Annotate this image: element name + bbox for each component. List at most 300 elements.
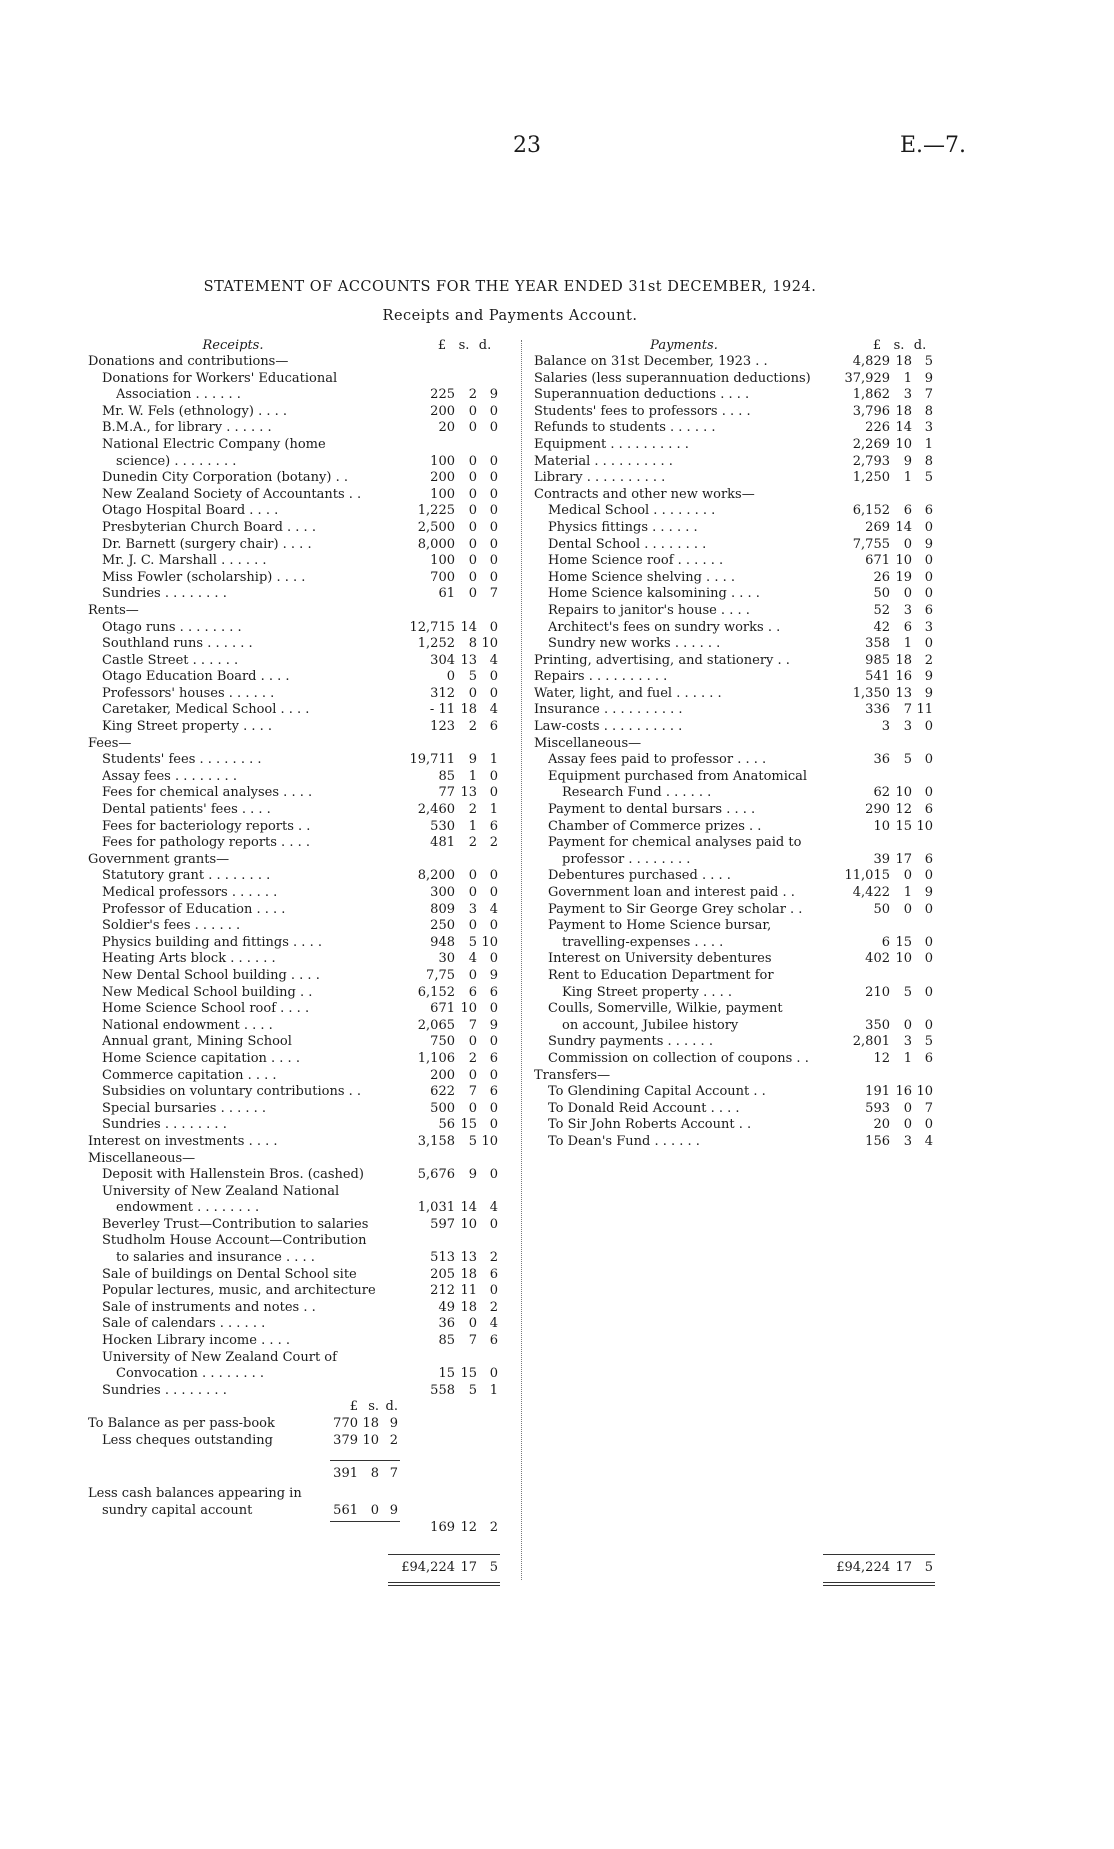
spacer-row — [88, 1449, 508, 1466]
amount-pounds: £94,224 — [836, 1560, 890, 1575]
receipts-row — [88, 1084, 508, 1101]
amount-pence: 0 — [489, 619, 498, 635]
amount-pounds: 1,250 — [852, 470, 890, 486]
receipts-row — [88, 1366, 508, 1383]
subtotal-rule — [330, 1460, 400, 1461]
amount-pence: 0 — [489, 503, 498, 519]
row-label: To Glendining Capital Account . . — [548, 1084, 766, 1100]
receipts-row — [88, 835, 508, 852]
receipts-row — [88, 719, 508, 736]
row-label: Chamber of Commerce prizes . . — [548, 818, 762, 834]
amount-pence: 6 — [924, 802, 933, 818]
amount-pence: 0 — [924, 951, 933, 967]
payments-row — [534, 835, 964, 852]
amount-shillings: 15 — [460, 1117, 477, 1133]
amount-shillings: 14 — [895, 420, 912, 436]
receipts-row — [88, 586, 508, 603]
row-label: Assay fees paid to professor . . . . — [548, 752, 767, 768]
amount-pence: 2 — [924, 652, 933, 668]
amount-shillings: 0 — [468, 918, 477, 934]
row-label: Dunedin City Corporation (botany) . . — [102, 470, 348, 486]
payments-row — [534, 470, 964, 487]
amount-pounds: 61 — [438, 586, 455, 602]
payments-table — [534, 338, 964, 1575]
receipts-row — [88, 1200, 508, 1217]
amount-pounds: 210 — [865, 984, 890, 1000]
amount-pence: 0 — [924, 719, 933, 735]
row-label: Sundry payments . . . . . . — [548, 1034, 713, 1050]
payments-row — [534, 404, 964, 421]
receipts-row — [88, 1233, 508, 1250]
payments-unit-shillings-sign: s. — [893, 338, 905, 353]
amount-shillings: 13 — [460, 785, 477, 801]
amount-pounds: 2,500 — [417, 519, 455, 535]
amount-shillings: 0 — [903, 586, 912, 602]
amount-pounds: 597 — [430, 1216, 455, 1232]
row-label: National endowment . . . . — [102, 1017, 273, 1033]
receipts-caption: Receipts. — [202, 338, 264, 353]
receipts-total-double-rule — [388, 1582, 500, 1586]
amount-pence: 10 — [916, 1084, 933, 1100]
amount-pounds: 10 — [873, 818, 890, 834]
amount-shillings: 0 — [903, 1117, 912, 1133]
amount-pence: 6 — [924, 602, 933, 618]
less-cash-row-2 — [88, 1503, 508, 1520]
row-label: Sale of calendars . . . . . . — [102, 1316, 266, 1332]
amount-shillings: 16 — [895, 669, 912, 685]
amount-pence: 3 — [924, 619, 933, 635]
amount-shillings: 18 — [895, 652, 912, 668]
amount-pence: 0 — [924, 752, 933, 768]
payments-row — [534, 487, 964, 504]
row-label: Students' fees to professors . . . . — [534, 403, 751, 419]
amount-pence: 6 — [489, 719, 498, 735]
payments-row — [534, 620, 964, 637]
amount-pence: 0 — [924, 1117, 933, 1133]
receipts-row — [88, 785, 508, 802]
row-label: Home Science capitation . . . . — [102, 1050, 300, 1066]
payments-header — [534, 338, 964, 354]
amount-pounds: 481 — [430, 835, 455, 851]
row-label: Superannuation deductions . . . . — [534, 387, 750, 403]
amount-pence: 11 — [916, 702, 933, 718]
row-label: Presbyterian Church Board . . . . — [102, 519, 316, 535]
amount-pounds: 350 — [865, 1017, 890, 1033]
receipts-row — [88, 1018, 508, 1035]
row-label: Water, light, and fuel . . . . . . — [534, 685, 722, 701]
amount-pounds: 7,755 — [852, 536, 890, 552]
amount-pounds: 6 — [881, 934, 890, 950]
amount-shillings: 5 — [903, 752, 912, 768]
row-label: Southland runs . . . . . . — [102, 636, 253, 652]
amount-pounds: 336 — [865, 702, 890, 718]
amount-pence: 7 — [924, 1100, 933, 1116]
payments-row — [534, 420, 964, 437]
row-label: Assay fees . . . . . . . . — [102, 768, 237, 784]
amount-pence: 0 — [489, 951, 498, 967]
amount-pounds: 6,152 — [852, 503, 890, 519]
row-label: Home Science School roof . . . . — [102, 1001, 310, 1017]
receipts-row — [88, 437, 508, 454]
amount-shillings: 7 — [468, 1333, 477, 1349]
row-label: Interest on investments . . . . — [88, 1133, 278, 1149]
amount-pence: 7 — [489, 586, 498, 602]
amount-shillings: 2 — [468, 719, 477, 735]
receipts-row — [88, 1267, 508, 1284]
amount-shillings: 2 — [468, 802, 477, 818]
amount-shillings: 13 — [460, 652, 477, 668]
amount-shillings: 3 — [903, 719, 912, 735]
amount-pence: 0 — [489, 1067, 498, 1083]
amount-shillings: 14 — [460, 1200, 477, 1216]
amount-pence: 0 — [489, 1034, 498, 1050]
amount-pence: 4 — [489, 1316, 498, 1332]
amount-shillings: 2 — [468, 835, 477, 851]
amount-pounds: 200 — [430, 403, 455, 419]
amount-pence: 6 — [489, 818, 498, 834]
row-label: To Balance as per pass-book — [88, 1416, 275, 1431]
row-label: Home Science kalsomining . . . . — [548, 586, 760, 602]
amount-shillings: 8 — [370, 1465, 379, 1481]
payments-row — [534, 653, 964, 670]
amount-pounds: 2,801 — [852, 1034, 890, 1050]
amount-shillings: 0 — [370, 1502, 379, 1518]
amount-pounds: 191 — [865, 1084, 890, 1100]
row-label: Miss Fowler (scholarship) . . . . — [102, 569, 306, 585]
amount-pence: 5 — [924, 1034, 933, 1050]
amount-shillings: 17 — [895, 1560, 912, 1575]
amount-pence: 2 — [489, 1299, 498, 1315]
amount-shillings: 3 — [903, 1133, 912, 1149]
row-label: Sundry new works . . . . . . — [548, 636, 721, 652]
less-cash-row — [88, 1486, 508, 1503]
payments-row — [534, 1034, 964, 1051]
amount-pounds: 62 — [873, 785, 890, 801]
payments-row — [534, 387, 964, 404]
amount-shillings: 15 — [895, 934, 912, 950]
amount-shillings: 3 — [468, 901, 477, 917]
row-label: Interest on University debentures — [548, 951, 772, 967]
receipts-row — [88, 1068, 508, 1085]
payments-total-top-rule — [823, 1554, 935, 1555]
amount-pence: 0 — [489, 553, 498, 569]
amount-pence: 4 — [489, 901, 498, 917]
amount-pounds: 26 — [873, 569, 890, 585]
receipts-row — [88, 503, 508, 520]
row-label: Equipment purchased from Anatomical — [548, 768, 808, 784]
amount-pence: 2 — [389, 1432, 398, 1448]
amount-pence: 0 — [924, 785, 933, 801]
amount-shillings: 10 — [895, 436, 912, 452]
amount-pence: 0 — [489, 1001, 498, 1017]
amount-pounds: 290 — [865, 802, 890, 818]
receipts-row — [88, 802, 508, 819]
row-label: University of New Zealand National — [102, 1183, 340, 1199]
amount-shillings: 12 — [460, 1519, 477, 1535]
amount-pounds: 1,350 — [852, 685, 890, 701]
amount-pence: 0 — [489, 536, 498, 552]
receipts-row — [88, 1117, 508, 1134]
amount-pence: 0 — [489, 519, 498, 535]
amount-pence: 0 — [924, 569, 933, 585]
payments-row — [534, 437, 964, 454]
amount-pounds: 269 — [865, 519, 890, 535]
amount-pounds: 500 — [430, 1100, 455, 1116]
amount-pounds: 8,000 — [417, 536, 455, 552]
amount-pounds: 200 — [430, 1067, 455, 1083]
balance-unit-pound-sign: £ — [349, 1399, 358, 1415]
amount-pence: 4 — [924, 1133, 933, 1149]
subtotal-row — [88, 1466, 508, 1483]
row-label: Students' fees . . . . . . . . — [102, 752, 262, 768]
row-label: Dental School . . . . . . . . — [548, 536, 707, 552]
payments-row — [534, 985, 964, 1002]
amount-shillings: 7 — [903, 702, 912, 718]
amount-pounds: 4,422 — [852, 885, 890, 900]
receipts-row — [88, 454, 508, 471]
amount-pence: 2 — [489, 1519, 498, 1535]
payments-row — [534, 354, 964, 371]
amount-shillings: 7 — [468, 1084, 477, 1100]
row-label: science) . . . . . . . . — [116, 453, 237, 469]
amount-shillings: 9 — [468, 1167, 477, 1183]
amount-shillings: 16 — [895, 1084, 912, 1100]
row-label: Sundries . . . . . . . . — [102, 1382, 227, 1398]
amount-pence: 0 — [489, 420, 498, 436]
receipts-row — [88, 620, 508, 637]
payments-total-double-rule — [823, 1582, 935, 1586]
amount-pence: 9 — [924, 685, 933, 701]
amount-shillings: 0 — [468, 503, 477, 519]
receipts-row — [88, 736, 508, 753]
amount-shillings: 13 — [460, 1250, 477, 1266]
receipts-row — [88, 387, 508, 404]
row-label: Repairs to janitor's house . . . . — [548, 602, 750, 618]
amount-pounds: 304 — [430, 652, 455, 668]
amount-pence: 9 — [389, 1416, 398, 1431]
receipts-row — [88, 470, 508, 487]
amount-pence: 0 — [489, 918, 498, 934]
amount-pence: 9 — [924, 885, 933, 900]
row-label: Otago Education Board . . . . — [102, 669, 290, 685]
amount-pence: 4 — [489, 702, 498, 718]
receipts-row — [88, 985, 508, 1002]
amount-shillings: 0 — [903, 868, 912, 884]
amount-pounds: 561 — [333, 1502, 358, 1518]
amount-pence: 9 — [489, 967, 498, 983]
row-label: Government loan and interest paid . . — [548, 885, 795, 900]
amount-shillings: 0 — [903, 1017, 912, 1033]
row-label: Dental patients' fees . . . . — [102, 802, 271, 818]
payments-row — [534, 553, 964, 570]
amount-pence: 0 — [924, 868, 933, 884]
receipts-row — [88, 1333, 508, 1350]
amount-pounds: 50 — [873, 586, 890, 602]
row-label: Otago runs . . . . . . . . — [102, 619, 242, 635]
amount-shillings: 0 — [468, 470, 477, 486]
amount-pounds: 1,862 — [852, 387, 890, 403]
amount-shillings: 0 — [468, 536, 477, 552]
receipts-row — [88, 1034, 508, 1051]
row-label: Refunds to students . . . . . . — [534, 420, 716, 436]
receipts-row — [88, 1350, 508, 1367]
row-label: To Sir John Roberts Account . . — [548, 1117, 752, 1133]
payments-row — [534, 918, 964, 935]
amount-shillings: 15 — [895, 818, 912, 834]
amount-pence: 0 — [924, 1017, 933, 1033]
amount-shillings: 3 — [903, 602, 912, 618]
amount-pounds: 541 — [865, 669, 890, 685]
row-label: Transfers— — [534, 1067, 611, 1083]
row-label: Sundries . . . . . . . . — [102, 1117, 227, 1133]
net-rule — [330, 1521, 400, 1522]
row-label: Home Science roof . . . . . . — [548, 553, 724, 569]
amount-pounds: 52 — [873, 602, 890, 618]
amount-shillings: 0 — [903, 1100, 912, 1116]
row-label: Commission on collection of coupons . . — [548, 1050, 809, 1066]
amount-pounds: 391 — [333, 1465, 358, 1481]
amount-shillings: 0 — [468, 403, 477, 419]
row-label: Fees for pathology reports . . . . — [102, 835, 310, 851]
amount-shillings: 0 — [468, 868, 477, 884]
amount-pence: 9 — [924, 370, 933, 386]
row-label: travelling-expenses . . . . — [562, 934, 724, 950]
row-label: New Medical School building . . — [102, 984, 313, 1000]
receipts-row — [88, 769, 508, 786]
amount-shillings: 5 — [903, 984, 912, 1000]
amount-pounds: 19,711 — [409, 752, 455, 768]
amount-shillings: 1 — [903, 370, 912, 386]
amount-shillings: 0 — [468, 553, 477, 569]
amount-shillings: 18 — [895, 403, 912, 419]
amount-shillings: 19 — [895, 569, 912, 585]
row-label: Debentures purchased . . . . — [548, 868, 731, 884]
row-label: Fees— — [88, 735, 132, 751]
amount-pounds: 2,793 — [852, 453, 890, 469]
row-label: professor . . . . . . . . — [562, 851, 691, 867]
amount-shillings: 17 — [460, 1560, 477, 1575]
amount-pounds: 30 — [438, 951, 455, 967]
payments-row — [534, 785, 964, 802]
amount-shillings: 6 — [468, 984, 477, 1000]
row-label: Payment to dental bursars . . . . — [548, 802, 756, 818]
receipts-row — [88, 603, 508, 620]
row-label: Special bursaries . . . . . . — [102, 1100, 267, 1116]
amount-pence: 0 — [489, 470, 498, 486]
amount-pounds: 2,269 — [852, 436, 890, 452]
row-label: on account, Jubilee history — [562, 1017, 739, 1033]
row-label: Material . . . . . . . . . . — [534, 453, 673, 469]
amount-pence: 4 — [489, 652, 498, 668]
receipts-row — [88, 1151, 508, 1168]
amount-pounds: 312 — [430, 685, 455, 701]
row-label: New Zealand Society of Accountants . . — [102, 486, 362, 502]
row-label: Medical professors . . . . . . — [102, 885, 278, 900]
amount-pounds: 0 — [446, 669, 455, 685]
amount-pounds: 169 — [430, 1519, 455, 1535]
row-label: New Dental School building . . . . — [102, 967, 320, 983]
row-label: Library . . . . . . . . . . — [534, 470, 666, 486]
row-label: Less cash balances appearing in — [88, 1486, 302, 1502]
row-label: To Dean's Fund . . . . . . — [548, 1133, 700, 1149]
amount-shillings: 18 — [362, 1416, 379, 1431]
row-label: Equipment . . . . . . . . . . — [534, 436, 689, 452]
receipts-row — [88, 1316, 508, 1333]
row-label: Mr. J. C. Marshall . . . . . . — [102, 553, 267, 569]
amount-shillings: 10 — [895, 951, 912, 967]
row-label: Contracts and other new works— — [534, 486, 755, 502]
amount-shillings: 0 — [468, 1034, 477, 1050]
amount-pounds: 85 — [438, 768, 455, 784]
amount-shillings: 1 — [468, 818, 477, 834]
payments-row — [534, 702, 964, 719]
balance-unit-shillings-sign: s. — [368, 1399, 379, 1415]
payments-row — [534, 636, 964, 653]
receipts-row — [88, 553, 508, 570]
amount-pounds: 1,031 — [417, 1200, 455, 1216]
amount-pounds: 212 — [430, 1283, 455, 1299]
amount-pence: 6 — [924, 1050, 933, 1066]
amount-pence: 0 — [489, 885, 498, 900]
receipts-row — [88, 1300, 508, 1317]
amount-shillings: 17 — [895, 851, 912, 867]
amount-shillings: 7 — [468, 1017, 477, 1033]
amount-pounds: 49 — [438, 1299, 455, 1315]
amount-shillings: 11 — [460, 1283, 477, 1299]
receipts-row — [88, 371, 508, 388]
amount-pounds: 100 — [430, 486, 455, 502]
payments-row — [534, 520, 964, 537]
row-label: Research Fund . . . . . . — [562, 785, 712, 801]
row-label: Beverley Trust—Contribution to salaries — [102, 1216, 369, 1232]
payments-unit-pence-sign: d. — [913, 338, 927, 353]
amount-pence: 9 — [389, 1502, 398, 1518]
amount-pence: 1 — [489, 1382, 498, 1398]
amount-pence: 10 — [481, 1133, 498, 1149]
receipts-unit-pound-sign: £ — [437, 338, 447, 353]
row-label: sundry capital account — [102, 1502, 253, 1518]
receipts-row — [88, 935, 508, 952]
amount-shillings: 5 — [468, 934, 477, 950]
amount-shillings: 0 — [903, 536, 912, 552]
amount-pence: 0 — [924, 901, 933, 917]
receipts-unit-shillings-sign: s. — [458, 338, 470, 353]
receipts-row — [88, 1184, 508, 1201]
payments-row — [534, 752, 964, 769]
amount-pounds: 2,065 — [417, 1017, 455, 1033]
row-label: Insurance . . . . . . . . . . — [534, 702, 683, 718]
amount-pounds: 402 — [865, 951, 890, 967]
row-label: Convocation . . . . . . . . — [116, 1366, 265, 1382]
amount-shillings: 1 — [468, 768, 477, 784]
amount-pounds: 226 — [865, 420, 890, 436]
amount-shillings: 2 — [468, 1050, 477, 1066]
amount-pounds: 56 — [438, 1117, 455, 1133]
amount-pounds: 593 — [865, 1100, 890, 1116]
amount-shillings: 15 — [460, 1366, 477, 1382]
payments-row — [534, 852, 964, 869]
receipts-row — [88, 686, 508, 703]
payments-total-row — [534, 1560, 964, 1577]
amount-pounds: 530 — [430, 818, 455, 834]
row-label: Payment to Sir George Grey scholar . . — [548, 901, 803, 917]
amount-pence: 6 — [924, 503, 933, 519]
receipts-row — [88, 1051, 508, 1068]
amount-shillings: 14 — [895, 519, 912, 535]
amount-pence: 6 — [489, 1266, 498, 1282]
amount-shillings: 0 — [468, 885, 477, 900]
amount-pence: 9 — [489, 1017, 498, 1033]
